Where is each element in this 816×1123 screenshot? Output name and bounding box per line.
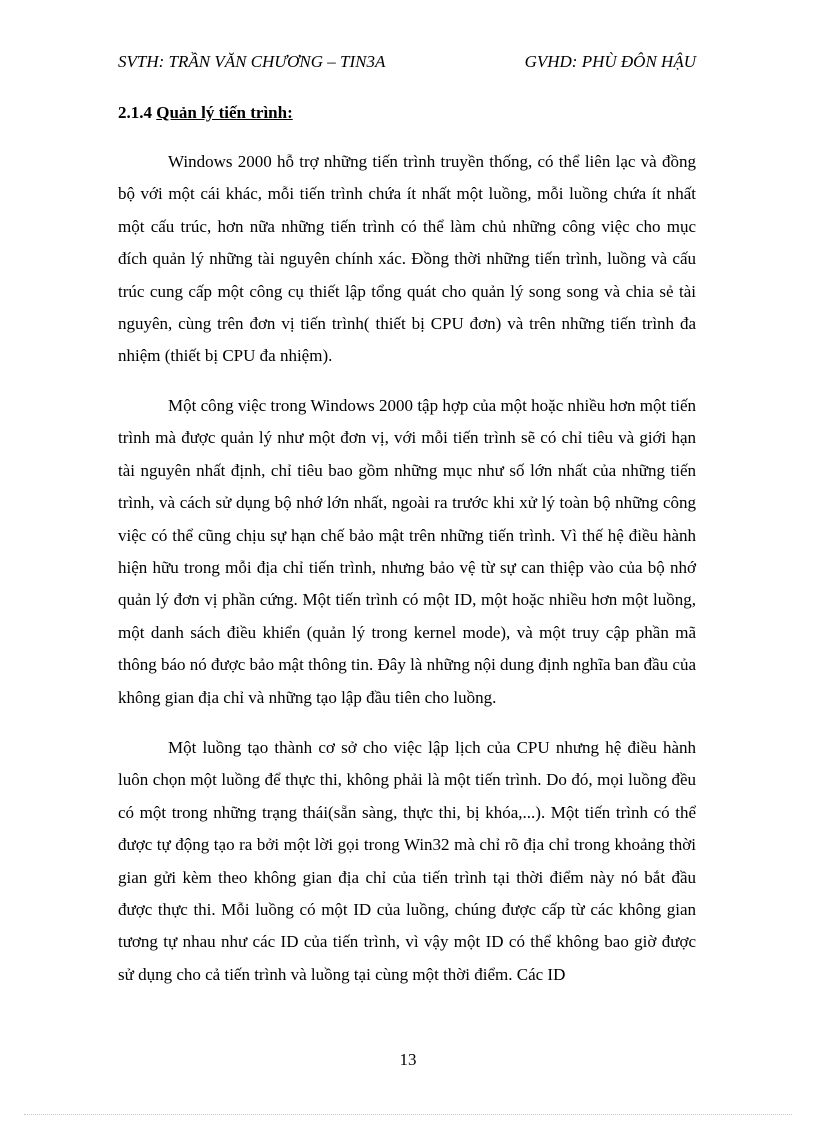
section-heading bbox=[118, 101, 293, 125]
paragraph-1: Windows 2000 hỗ trợ những tiến trình truyền thống, có thể liên lạc và đồng bộ với một cái khác, mỗi tiến trình chứa ít nhất một luồng, mỗi luồng chứa ít nhất một cấu trúc, hơn nữa những tiến trình có thể làm chủ những công việc cho mục đích quản lý những tài nguyên chính xác. Đồng thời những tiến trình, luồng và cấu trúc cung cấp một công cụ thiết lập tổng quát cho quản lý song song và chia sẻ tài nguyên, cùng trên đơn vị tiến trình( thiết bị CPU đơn) và trên những tiến trình đa nhiệm (thiết bị CPU đa nhiệm). bbox=[118, 152, 696, 366]
section-title-text: Quản lý tiến trình: bbox=[156, 103, 293, 122]
paragraph-3: Một luồng tạo thành cơ sở cho việc lập lịch của CPU nhưng hệ điều hành luôn chọn một luồng để thực thi, không phải là một tiến trình. Do đó, mọi luồng đều có một trong những trạng thái(sẵn sàng, thực thi, bị khóa,...). Một tiến trình có thể được tự động tạo ra bởi một lời gọi trong Win32 mà chỉ rõ địa chỉ trong khoảng thời gian gửi kèm theo không gian địa chỉ của tiến trình tại thời điểm này nó bắt đầu được thực thi. Mỗi luồng có một ID của luồng, chúng được cấp từ các không gian tương tự nhau như các ID của tiến trình, vì vậy một ID có thể không bao giờ được sử dụng cho cả tiến trình và luồng tại cùng một thời điểm. Các ID bbox=[118, 738, 696, 984]
section-number: 2.1.4 bbox=[118, 103, 152, 122]
page-header bbox=[118, 50, 696, 74]
page-number: 13 bbox=[399, 1050, 417, 1069]
paragraph-2: Một công việc trong Windows 2000 tập hợp của một hoặc nhiều hơn một tiến trình mà được quản lý như một đơn vị, với mỗi tiến trình sẽ có chỉ tiêu và giới hạn tài nguyên nhất định, chỉ tiêu bao gồm những mục như số lớn nhất của những tiến trình, và cách sử dụng bộ nhớ lớn nhất, ngoài ra trước khi xử lý toàn bộ những công việc có thể cũng chịu sự hạn chế bảo mật trên những tiến trình. Vì thế hệ điều hành hiện hữu trong mỗi địa chỉ tiến trình, nhưng bảo vệ từ sự can thiệp vào của bộ nhớ quản lý đơn vị phần cứng. Một tiến trình có một ID, một hoặc nhiều hơn một luồng, một danh sách điều khiển (quản lý trong kernel mode), và một truy cập phần mã thông báo nó được bảo mật thông tin. Đây là những nội dung định nghĩa ban đầu của không gian địa chỉ và những tạo lập đầu tiên cho luồng. bbox=[118, 396, 696, 707]
header-supervisor: GVHD: PHÙ ĐÔN HẬU bbox=[524, 52, 696, 71]
page-bottom-border bbox=[24, 1114, 792, 1115]
header-student: SVTH: TRẦN VĂN CHƯƠNG – TIN3A bbox=[118, 52, 386, 71]
